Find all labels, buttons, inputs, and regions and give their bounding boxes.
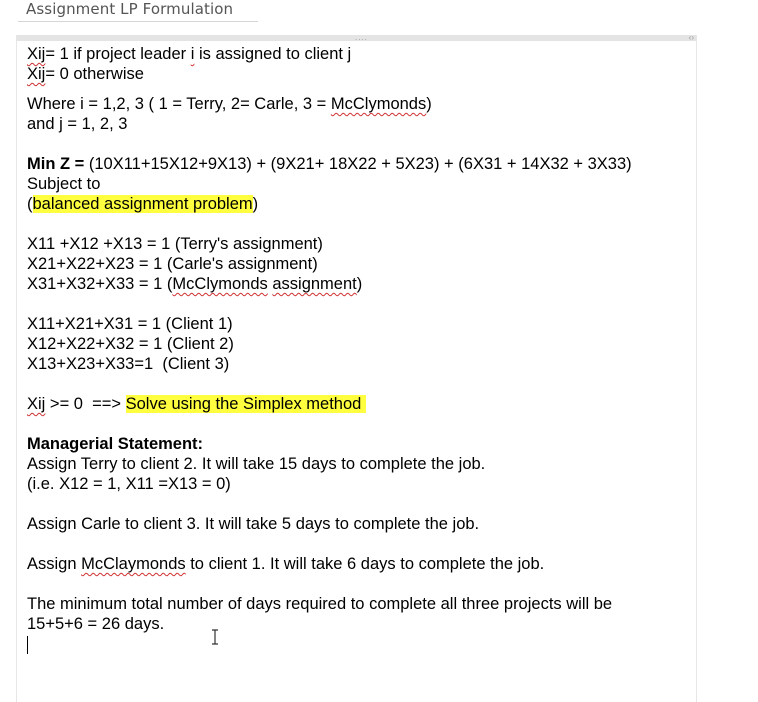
statement-terry-detail: (i.e. X12 = 1, X11 =X13 = 0): [27, 475, 231, 493]
spell-flagged-word: Xij: [27, 45, 46, 63]
text-caret: [27, 636, 28, 654]
grip-icon[interactable]: ....: [355, 33, 368, 42]
statement-total-result: 15+5+6 = 26 days.: [27, 615, 165, 633]
statement-total: The minimum total number of days required to complete all three projects will be: [27, 595, 613, 613]
constraint-client-3: X13+X23+X33=1 (Client 3): [27, 355, 230, 373]
spell-flagged-word: i: [190, 45, 195, 63]
spell-flagged-word: assignment: [272, 275, 357, 293]
spell-flagged-word: McClymonds: [330, 95, 427, 113]
container-drag-bar[interactable]: [17, 35, 696, 41]
statement-carle: Assign Carle to client 3. It will take 5 days to complete the job.: [27, 515, 480, 533]
text-cursor-line[interactable]: [27, 634, 692, 654]
constraint-carle: X21+X22+X23 = 1 (Carle's assignment): [27, 255, 318, 273]
spell-flagged-word: Xij: [27, 395, 46, 413]
statement-mcclaymonds: Assign McClaymonds to client 1. It will take 6 days to complete the job.: [27, 555, 545, 573]
definition-line-2: Xij= 0 otherwise: [27, 65, 144, 83]
nonnegativity-constraint: Xij >= 0 ==> Solve using the Simplex method: [27, 395, 366, 413]
objective-label: Min Z =: [27, 155, 85, 173]
spell-flagged-word: Xij: [27, 65, 46, 83]
subject-to-label: Subject to: [27, 175, 101, 193]
note-container[interactable]: [16, 35, 697, 702]
highlighted-text: balanced assignment problem: [32, 195, 253, 213]
highlighted-text: Solve using the Simplex method: [125, 395, 366, 413]
note-content[interactable]: [27, 44, 692, 654]
definition-line-3: Where i = 1,2, 3 ( 1 = Terry, 2= Carle, 3 = McClymonds): [27, 95, 432, 113]
statement-terry: Assign Terry to client 2. It will take 15 days to complete the job.: [27, 455, 486, 473]
definition-line-1: Xij= 1 if project leader i is assigned to client j: [27, 45, 352, 63]
definition-line-4: and j = 1, 2, 3: [27, 115, 128, 133]
constraint-client-1: X11+X21+X31 = 1 (Client 1): [27, 315, 233, 333]
objective-function: Min Z = (10X11+15X12+9X13) + (9X21+ 18X22 + 5X23) + (6X31 + 14X32 + 3X33): [27, 155, 632, 173]
constraint-mcclymonds: X31+X32+X33 = 1 (McClymonds assignment): [27, 275, 363, 293]
constraint-client-2: X12+X22+X32 = 1 (Client 2): [27, 335, 234, 353]
page-title: Assignment LP Formulation: [26, 0, 234, 18]
ibeam-cursor-icon: [210, 629, 220, 645]
constraint-terry: X11 +X12 +X13 = 1 (Terry's assignment): [27, 235, 323, 253]
statement-heading: Managerial Statement:: [27, 435, 204, 453]
spell-flagged-word: McClaymonds: [81, 555, 186, 573]
resize-handle-icon[interactable]: ‹›: [688, 33, 694, 42]
problem-type-note: (balanced assignment problem): [27, 195, 259, 213]
spell-flagged-word: McClymonds: [172, 275, 268, 293]
title-divider: [18, 21, 258, 22]
